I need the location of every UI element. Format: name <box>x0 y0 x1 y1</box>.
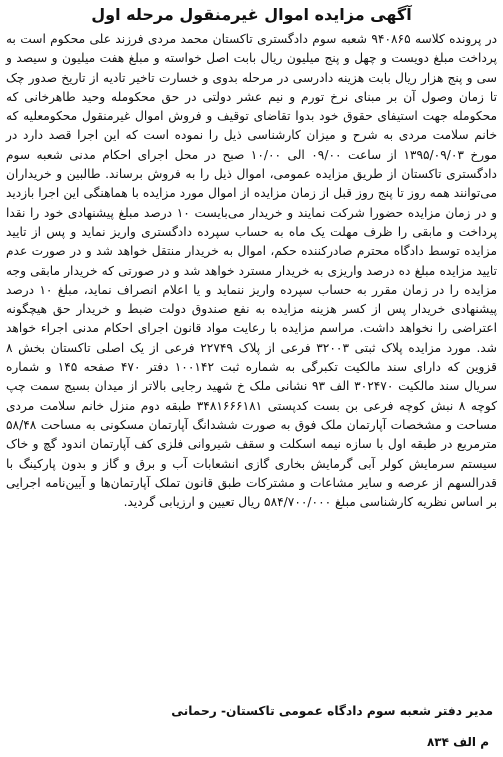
notice-body: در پرونده کلاسه ۹۴۰۸۶۵ شعبه سوم دادگستری تاکستان محمد مردی فرزند علی محکوم است به پرداخت مبلغ دویست و چهل و پنج میلیون ریال بابت اصل خواسته و مبلغ هفت میلیون و سیصد و سی و پنج هزار ریال بابت هزینه دادرسی در مرحله بدوی و خسارت تاخیر تادیه از تاریخ صدور چک تا زمان وصول آن بر مبنای نرخ تورم و نیم عشر دولتی در حق محکومله وحید طاهرخانی که محکومله جهت استیفای حقوق خود بدوا تقاضای توقیف و فروش اموال غیرمنقول محکومعلیه که خانم سلامت مردی به شرح و میزان کارشناسی ذیل را نموده است که این اجرا قصد دارد در مورخ ۱۳۹۵/۰۹/۰۳ از ساعت ۰۹/۰۰ الی ۱۰/۰۰ صبح در محل اجرای احکام مدنی شعبه سوم دادگستری تاکستان از طریق مزایده عمومی، اموال ذیل را به فروش برساند. طالبین و خریداران می‌توانند همه روز تا پنج روز قبل از زمان مزایده از اموال مورد مزایده با هماهنگی این اجرا بازدید و در زمان مزایده حضورا شرکت نمایند و خریدار می‌بایست ۱۰ درصد مبلغ پیشنهادی خود را نقدا پرداخت و مابقی را ظرف مهلت یک ماه به حساب سپرده دادگستری واریز نماید و پس از تایید مزایده توسط دادگاه محترم صادرکننده حکم، اموال به خریدار منتقل خواهد شد و در صورت عدم تایید مزایده مبلغ ده درصد واریزی به خریدار مسترد خواهد شد و در صورتی که خریدار مابقی وجه مزایده را در زمان مقرر به حساب سپرده واریز ننماید و یا اعلام انصراف نماید، مبلغ ۱۰ درصد پیشنهادی خریدار پس از کسر هزینه مزایده به نفع صندوق دولت ضبط و خریدار حق هیچگونه اعتراضی را نخواهد داشت. مراسم مزایده با رعایت مواد قانون اجرای احکام مدنی اجراء خواهد شد. مورد مزایده پلاک ثبتی ۳۲۰۰۳ فرعی از پلاک ۲۲۷۴۹ فرعی از یک اصلی تاکستان بخش ۸ قزوین که دارای سند مالکیت تکبرگی به شماره ثبت ۱۰۰۱۴۲ دفتر ۴۷۰ صفحه ۱۴۵ و شماره سریال سند مالکیت ۳۰۲۴۷۰ الف ۹۳ نشانی ملک خ شهید رجایی بالاتر از میدان بسیج سمت چپ کوچه ۸ نبش کوچه فرعی بن بست کدپستی ۳۴۸۱۶۶۶۱۸۱ طبقه دوم منزل خانم سلامت مردی مساحت و مشخصات آپارتمان ملک فوق به صورت ششدانگ آپارتمان مسکونی به مساحت ۵۸/۴۸ مترمربع در طبقه اول با سازه نیمه اسکلت و سقف شیروانی فلزی کف آپارتمان اندود گچ و خاک سیستم سرمایش کولر آبی گرمایش بخاری گازی انشعابات آب و برق و گاز و بدون پارکینگ با قدرالسهم از عرصه و سایر مشاعات و مشترکات طبق قانون تملک آپارتمان‌ها و آیین‌نامه اجرایی بر اساس نظریه کارشناسی مبلغ ۵۸۴/۷۰۰/۰۰۰ ریال تعیین و ارزیابی گردید. <box>6 32 498 510</box>
notice-title: آگهی مزایده اموال غیرمنقول مرحله اول <box>91 5 412 24</box>
notice-code: م الف ۸۳۴ <box>426 735 489 749</box>
notice-signature: مدیر دفتر شعبه سوم دادگاه عمومی تاکستان- رحمانی <box>171 704 493 718</box>
